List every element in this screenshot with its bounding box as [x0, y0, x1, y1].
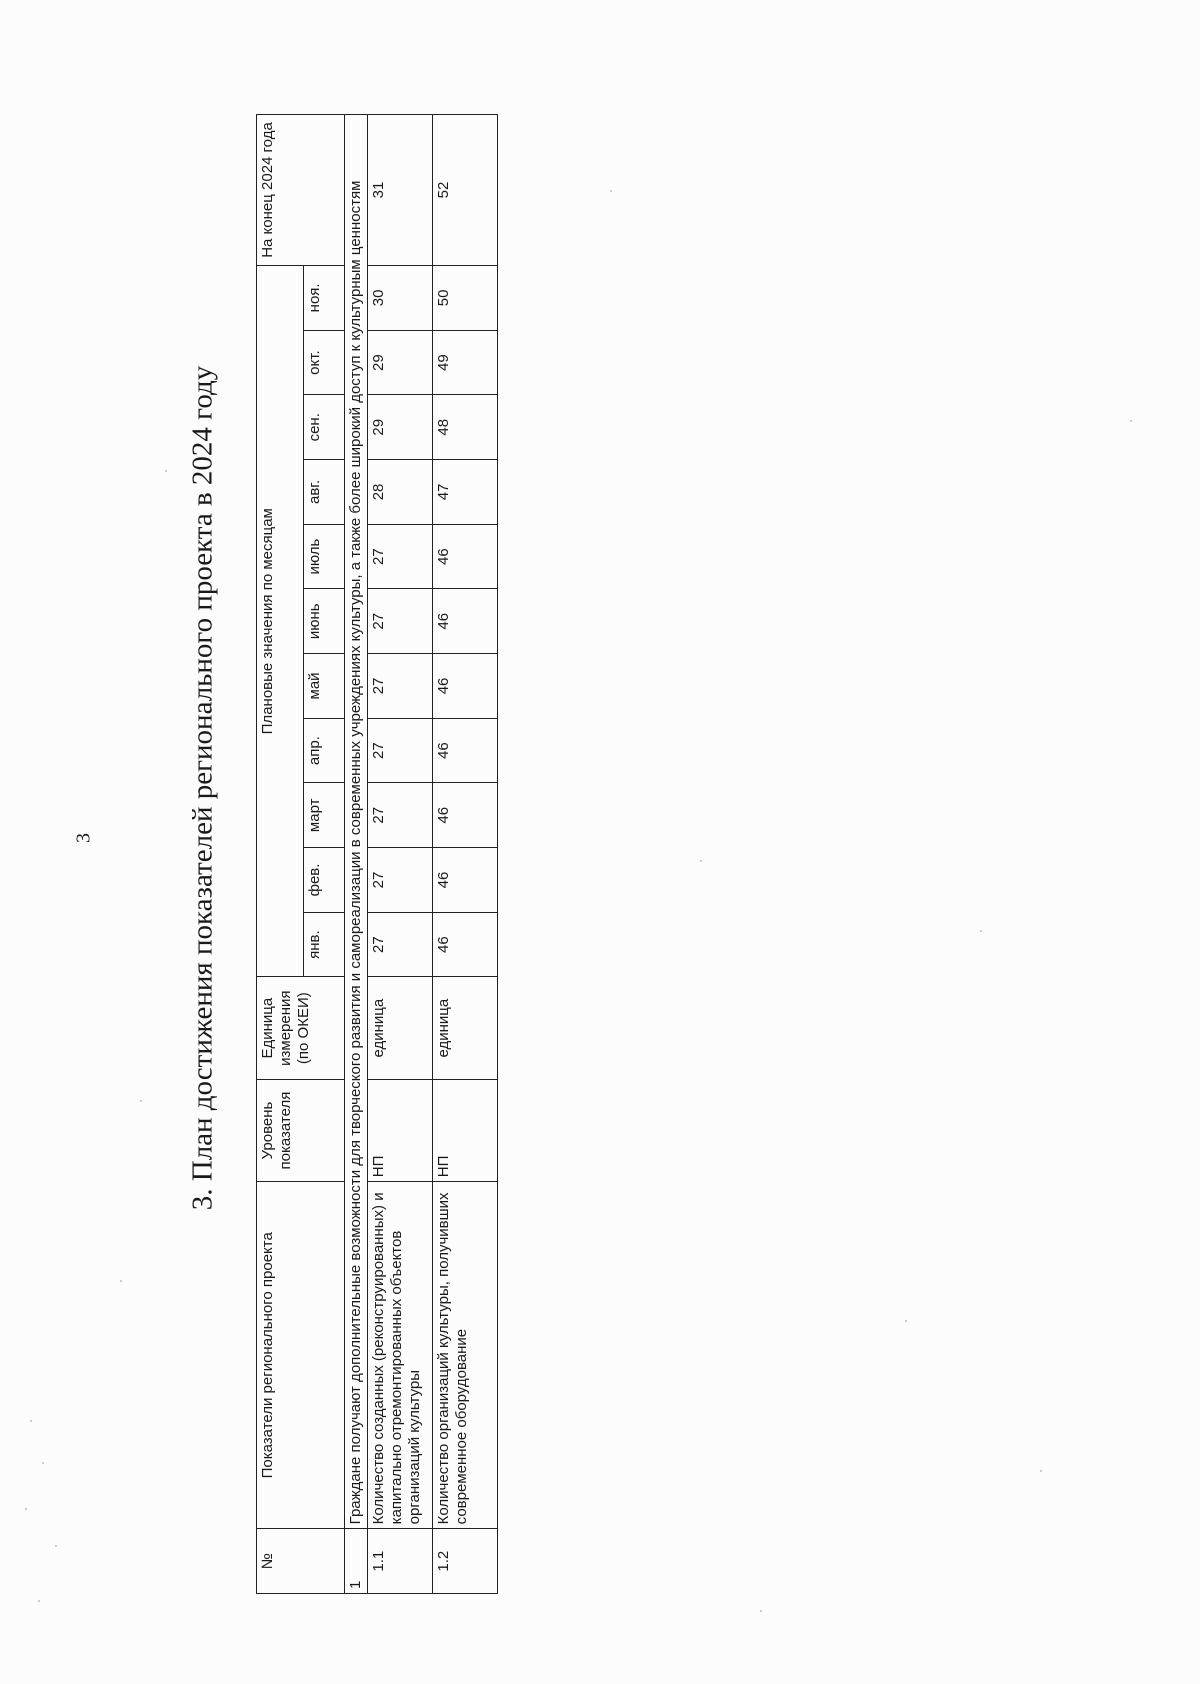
header-month: ноя. [304, 266, 345, 331]
row-month-value: 50 [433, 266, 498, 331]
table-row [368, 115, 433, 1594]
header-month: март [304, 783, 345, 848]
row-year-end-value: 31 [368, 115, 433, 266]
row-unit: единица [368, 977, 433, 1079]
row-month-value: 27 [368, 912, 433, 977]
row-month-value: 27 [368, 783, 433, 848]
scan-speck [700, 860, 702, 862]
row-month-value: 46 [433, 783, 498, 848]
row-level: НП [368, 1079, 433, 1181]
scan-speck [610, 190, 612, 192]
header-level: Уровень показателя [257, 1079, 345, 1181]
scan-speck [760, 1610, 762, 1612]
row-month-value: 46 [433, 589, 498, 654]
row-month-value: 27 [368, 524, 433, 589]
document-title: 3. План достижения показателей регионального проекта в 2024 году [186, 365, 219, 1211]
scan-speck [1130, 420, 1132, 422]
scan-speck [140, 1100, 142, 1102]
scan-speck [38, 1600, 40, 1602]
row-year-end-value: 52 [433, 115, 498, 266]
row-month-value: 27 [368, 654, 433, 719]
row-month-value: 47 [433, 460, 498, 525]
header-num: № [257, 1529, 345, 1594]
row-month-value: 28 [368, 460, 433, 525]
header-month: фев. [304, 848, 345, 913]
table-row [433, 115, 498, 1594]
header-month: июль [304, 524, 345, 589]
row-month-value: 48 [433, 395, 498, 460]
row-indicator-name: Количество организаций культуры, получивших современное оборудование [433, 1182, 498, 1529]
scan-speck [55, 1545, 57, 1547]
row-month-value: 49 [433, 330, 498, 395]
header-unit: Единица измерения (по ОКЕИ) [257, 977, 345, 1079]
page-number: 3 [72, 833, 95, 843]
table-group-row [345, 115, 368, 1594]
row-level: НП [433, 1079, 498, 1181]
row-month-value: 30 [368, 266, 433, 331]
indicator-plan-table [256, 114, 498, 1594]
scan-speck [120, 1280, 122, 1282]
scan-speck [30, 1420, 32, 1422]
scan-speck [25, 1508, 27, 1510]
row-num: 1.1 [368, 1529, 433, 1594]
row-month-value: 27 [368, 589, 433, 654]
row-month-value: 46 [433, 718, 498, 783]
row-month-value: 46 [433, 654, 498, 719]
header-month: июнь [304, 589, 345, 654]
group-text: Граждане получают дополнительные возможности для творческого развития и самореализации в современных учреждениях культуры, а также более широкий доступ к культурным ценностям [345, 115, 368, 1529]
row-indicator-name: Количество созданных (реконструированных) и капитально отремонтированных объектов организаций культуры [368, 1182, 433, 1529]
header-monthly-group: Плановые значения по месяцам [257, 266, 304, 977]
header-month: окт. [304, 330, 345, 395]
row-month-value: 29 [368, 395, 433, 460]
scan-speck [165, 470, 167, 472]
header-month: янв. [304, 912, 345, 977]
row-month-value: 46 [433, 848, 498, 913]
row-num: 1.2 [433, 1529, 498, 1594]
header-month: май [304, 654, 345, 719]
header-month: сен. [304, 395, 345, 460]
row-month-value: 27 [368, 718, 433, 783]
row-month-value: 46 [433, 912, 498, 977]
scan-speck [905, 1320, 907, 1322]
indicator-plan-table-container [256, 114, 496, 1594]
row-unit: единица [433, 977, 498, 1079]
row-month-value: 46 [433, 524, 498, 589]
scan-speck [42, 1462, 44, 1464]
scan-speck [980, 930, 982, 932]
header-year-end: На конец 2024 года [257, 115, 345, 266]
group-num: 1 [345, 1529, 368, 1594]
row-month-value: 29 [368, 330, 433, 395]
scan-speck [1040, 1470, 1042, 1472]
header-indicator: Показатели регионального проекта [257, 1182, 345, 1529]
header-month: апр. [304, 718, 345, 783]
header-month: авг. [304, 460, 345, 525]
row-month-value: 27 [368, 848, 433, 913]
